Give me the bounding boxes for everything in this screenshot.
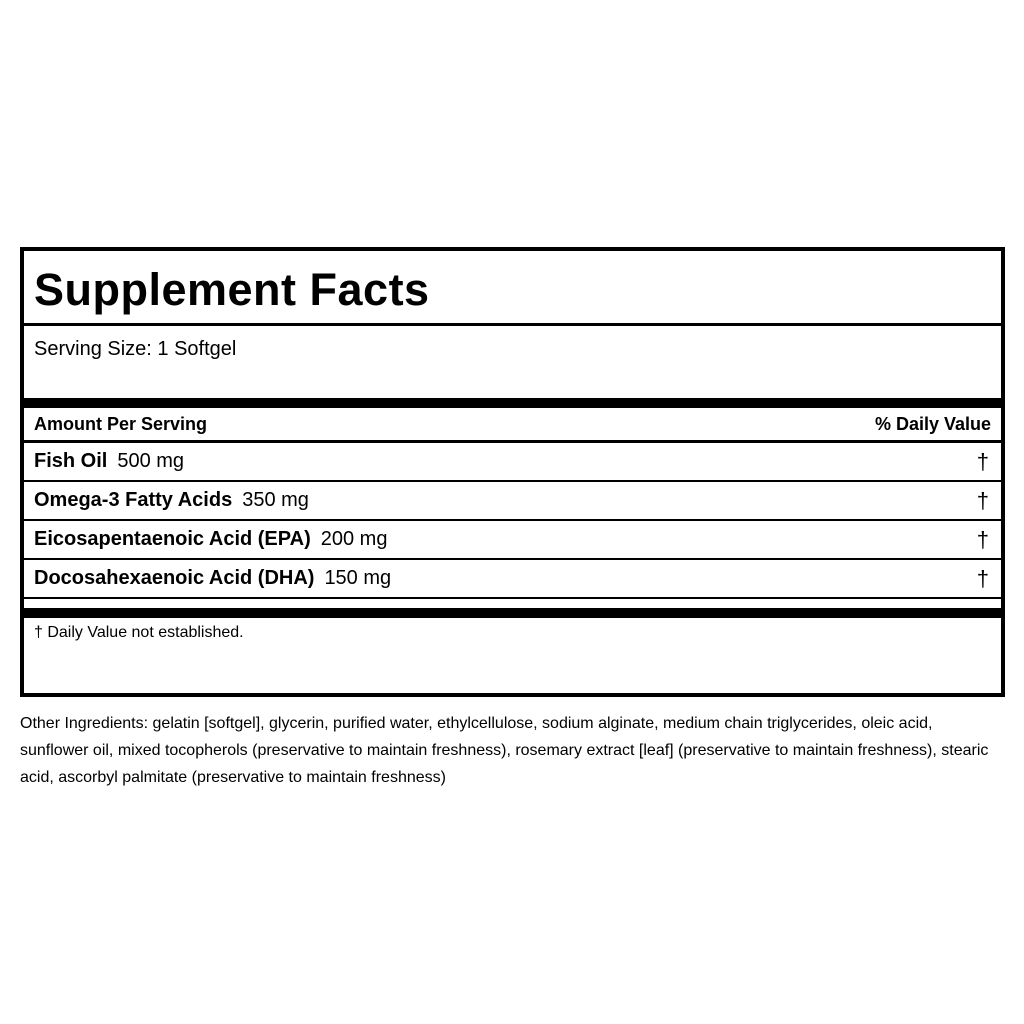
nutrient-amount: 500 mg <box>117 450 185 472</box>
nutrient-amount: 350 mg <box>242 489 309 511</box>
supplement-facts-panel <box>20 247 1005 697</box>
spacer-row <box>24 599 1001 608</box>
nutrient-amount: 200 mg <box>320 528 388 550</box>
thick-divider-bottom <box>24 608 1001 618</box>
title-row <box>24 251 1001 326</box>
thick-divider-top <box>24 398 1001 408</box>
nutrient-name: Docosahexaenoic Acid (DHA) <box>34 567 315 589</box>
column-header-row <box>24 408 1001 443</box>
nutrient-row <box>24 443 1001 482</box>
nutrient-amount: 150 mg <box>324 567 392 589</box>
other-ingredients: Other Ingredients: gelatin [softgel], glycerin, purified water, ethylcellulose, sodium alginate, medium chain triglycerides, oleic acid, sunflower oil, mixed tocopherols (preservative to maintain freshness), rosemary extract [leaf] (preservative to maintain freshness), stearic acid, ascorbyl palmitate (preservative to maintain freshness) <box>20 715 989 786</box>
panel-title: Supplement Facts <box>34 264 430 315</box>
nutrient-name: Omega-3 Fatty Acids <box>34 489 233 511</box>
nutrient-row <box>24 560 1001 599</box>
nutrient-daily-value: † <box>976 526 989 552</box>
nutrient-name: Fish Oil <box>34 450 108 472</box>
footnote: † Daily Value not established. <box>34 624 244 641</box>
nutrient-daily-value: † <box>976 565 989 591</box>
nutrient-daily-value: † <box>976 448 989 474</box>
daily-value-header: % Daily Value <box>874 413 991 434</box>
nutrient-name: Eicosapentaenoic Acid (EPA) <box>34 528 311 550</box>
nutrient-row <box>24 482 1001 521</box>
nutrient-row <box>24 521 1001 560</box>
serving-size: Serving Size: 1 Softgel <box>34 338 237 360</box>
nutrient-daily-value: † <box>976 487 989 513</box>
amount-per-serving-header: Amount Per Serving <box>34 413 208 434</box>
